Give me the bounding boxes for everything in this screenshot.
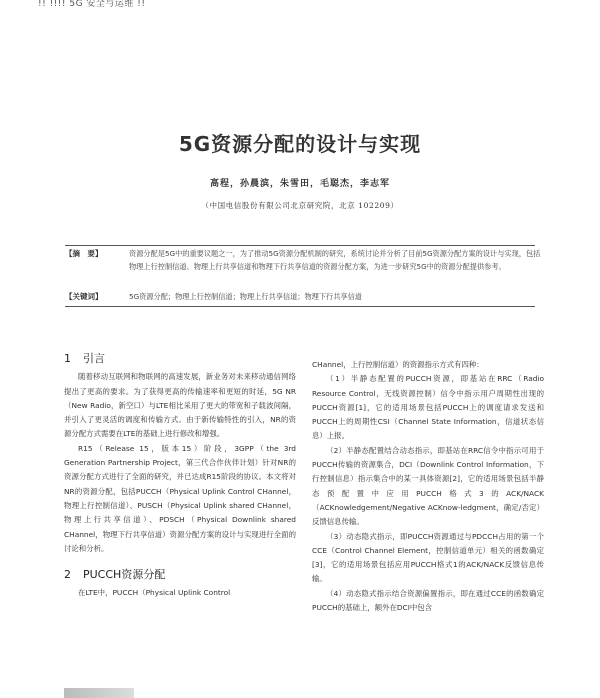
abstract-top-rule (65, 245, 535, 246)
intro-paragraph: R15（Release 15，版本15）阶段，3GPP（the 3rd Generation Partnership Project，第三代合作伙伴计划）针对NR的资源分配方式进行了全面的研究，并已达成R15阶段的协议。本文将对NR的资源分配，包括PUCCH（Physical Uplink Control CHannel，物理上行控制信道）、PUSCH（Physical Uplink shared CHannel，物理上行共享信道）、PDSCH（Physical Downlink shared CHannel，物理下行共享信道）资源分配方案的设计与实现进行全面的讨论和分析。 (64, 443, 296, 553)
keywords-label: 【关键词】 (65, 292, 103, 301)
section-number: 1 (64, 352, 71, 365)
body-paragraph: （2）半静态配置结合动态指示，即基站在RRC信令中指示可用于PUCCH传输的资源集合，DCI（Downlink Control Information，下行控制信息）指示集合中的某一具体资源[2]，它的适用场景包括半静态预配置中应用PUCCH格式3的ACK/NACK（ACKnowledgement/Negative ACKnow-ledgment，确定/否定）反馈信息传输。 (312, 445, 544, 527)
affiliation: （中国电信股份有限公司北京研究院，北京 102209） (201, 201, 399, 210)
body-paragraph: （3）动态隐式指示，即PUCCH资源通过与PDCCH占用的第一个CCE（Control Channel Element，控制信道单元）相关的函数确定[3]，它的适用场景包括应用PUCCH格式1的ACK/NACK反馈信息传输。 (312, 531, 544, 584)
abstract-block (65, 247, 540, 287)
section-title: 引言 (83, 352, 105, 365)
running-header: !! !!!! 5G 安全与运维 !! (38, 0, 146, 9)
paper-title: 5G资源分配的设计与实现 (178, 132, 422, 156)
abstract-bottom-rule (65, 306, 535, 307)
abstract-text: 资源分配是5G中的重要议题之一，为了推动5G资源分配机制的研究，系统讨论并分析了目前5G资源分配方案的设计与实现，包括物理上行控制信道、物理上行共享信道和物理下行共享信道的资源分配方案，为进一步研究5G中的资源分配提供参考。 (129, 249, 541, 271)
keywords-block (65, 290, 540, 304)
pucch-paragraph: 在LTE中，PUCCH（Physical Uplink Control (78, 588, 231, 598)
section-title: PUCCH资源分配 (83, 568, 166, 582)
section-heading-intro (64, 352, 296, 366)
abstract-label: 【摘 要】 (65, 249, 103, 258)
body-paragraph: （1）半静态配置的PUCCH资源，即基站在RRC（Radio Resource Control，无线资源控制）信令中指示用户周期性出现的PUCCH资源[1]，它的适用场景包括PUCCH上的调度请求发送和PUCCH上的周期性CSI（Channel State Information，信道状态信息）上报。 (312, 374, 544, 441)
section-number: 2 (64, 568, 71, 582)
left-column (64, 352, 296, 601)
intro-paragraph: 随着移动互联网和物联网的高速发展，新业务对未来移动通信网络提出了更高的要求。为了获得更高的传输速率和更短的时延，5G NR（New Radio，新空口）与LTE相比采用了更大的带宽和子载波间隔，并引入了更灵活的调度和传输方式。由于新传输特性的引入，NR的资源分配方式需要在LTE的基础上进行修改和增强。 (64, 372, 296, 439)
keywords-text: 5G资源分配；物理上行控制信道；物理上行共享信道；物理下行共享信道 (129, 292, 362, 301)
right-column (312, 358, 544, 615)
author-list: 高程，孙晨滨，朱雪田，毛聪杰，李志军 (209, 179, 390, 189)
body-paragraph: CHannel，上行控制信道）的资源指示方式有四种： (312, 360, 484, 369)
section-heading-pucch (64, 568, 296, 582)
body-paragraph: （4）动态隐式指示结合资源偏置指示，即在通过CCE的函数确定PUCCH的基础上，额外在DCI中包含 (312, 588, 544, 613)
footer-mark (64, 688, 134, 698)
